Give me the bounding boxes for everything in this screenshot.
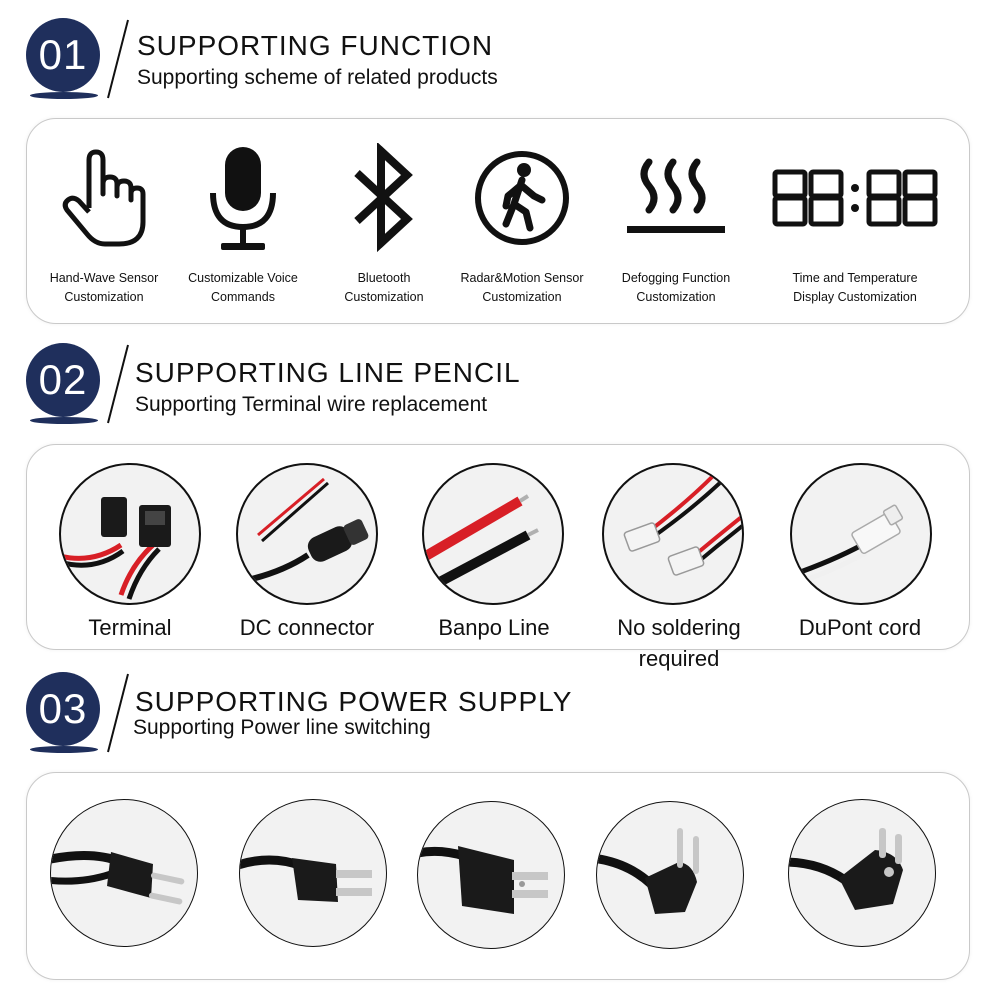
feature-label-line1: Customizable Voice [188,271,298,285]
divider-slash [102,672,132,754]
feature-label-line2: Customization [64,290,144,304]
banpo-line-image [422,463,564,605]
feature-voice [168,139,318,307]
section-2-header [0,343,1000,443]
feature-label-line1: Bluetooth [357,271,411,285]
feature-label-line2: Customization [636,290,716,304]
feature-defogging [601,139,751,307]
us-two-pin-plug-image [239,799,387,947]
feature-label-line2: Display Customization [793,290,917,304]
feature-label-line2: Commands [211,290,275,304]
hand-wave-icon [59,148,149,248]
badge-shadow [30,746,98,753]
section-title: SUPPORTING LINE PENCIL [135,357,521,388]
feature-label-line1: Time and Temperature [792,271,918,285]
feature-label-line1: Radar&Motion Sensor [460,271,584,285]
section-number-badge: 01 [26,18,100,92]
item-label-banpo-line: Banpo Line [438,615,550,640]
microphone-icon [203,143,283,253]
feature-hand-wave [29,139,179,307]
no-solder-connector-image [602,463,744,605]
item-label-dc-connector: DC connector [239,615,375,640]
dc-connector-image [236,463,378,605]
divider-slash [102,343,132,425]
angled-round-pin-plug-image [596,801,744,949]
section-3-header [0,672,1000,772]
dupont-cord-image [790,463,932,605]
item-label-dupont-cord: DuPont cord [798,615,922,640]
item-label-no-soldering: No soldering required [617,615,741,671]
feature-label-line2: Customization [344,290,424,304]
divider-slash [102,18,132,100]
defog-heat-icon [621,148,731,248]
digital-clock-icon [771,166,939,230]
section-subtitle: Supporting scheme of related products [137,66,498,89]
eu-two-pin-plug-image [50,799,198,947]
feature-label-line1: Hand-Wave Sensor [49,271,159,285]
badge-shadow [30,92,98,99]
feature-label-line2: Customization [482,290,562,304]
feature-radar-motion [447,139,597,307]
badge-shadow [30,417,98,424]
feature-time-temperature [765,139,945,307]
feature-bluetooth [309,139,459,307]
section-number-badge: 03 [26,672,100,746]
section-subtitle: Supporting Terminal wire replacement [135,393,488,416]
section-title: SUPPORTING FUNCTION [137,30,494,61]
feature-label-line1: Defogging Function [621,271,731,285]
schuko-plug-image [788,799,936,947]
terminal-connector-image [59,463,201,605]
us-three-pin-plug-image [417,801,565,949]
section-title: SUPPORTING POWER SUPPLY [135,686,573,717]
section-number-badge: 02 [26,343,100,417]
section-subtitle: Supporting Power line switching [133,716,431,739]
section-1-header [0,18,1000,118]
walking-person-icon [472,148,572,248]
bluetooth-icon [349,143,419,253]
function-panel [26,118,970,324]
item-label-terminal: Terminal [88,615,172,640]
